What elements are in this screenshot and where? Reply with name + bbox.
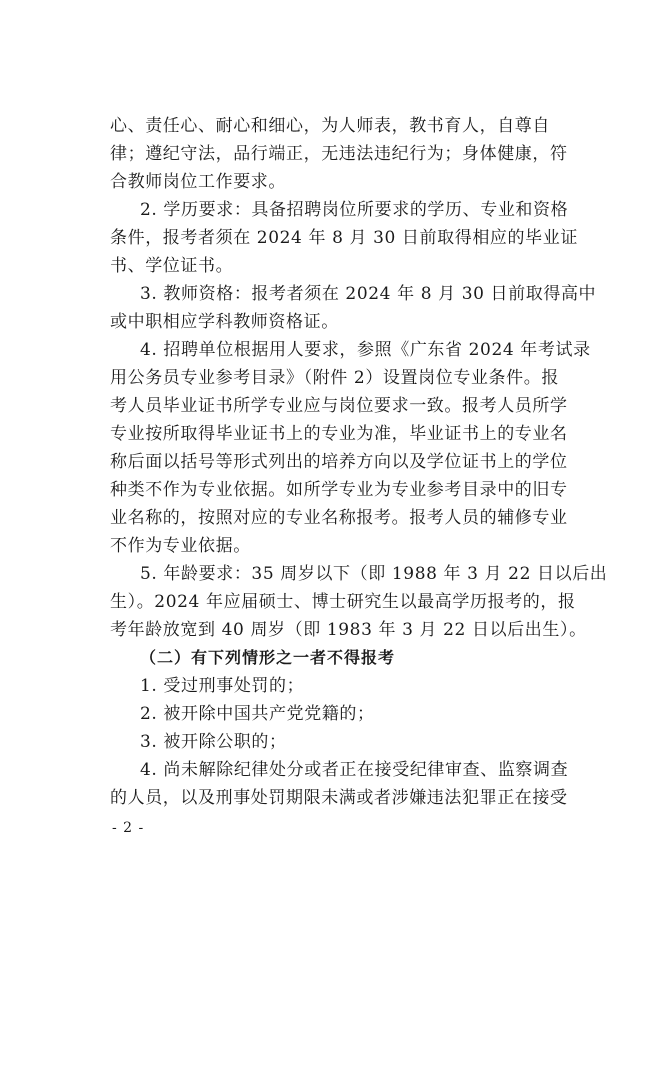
text-line: 种类不作为专业依据。如所学专业为专业参考目录中的旧专 — [110, 480, 568, 500]
item-3-line: 3. 教师资格：报考者须在 2024 年 8 月 30 日前取得高中 — [140, 284, 597, 304]
text-line: 业名称的，按照对应的专业名称报考。报考人员的辅修专业 — [110, 508, 568, 528]
list-item: 4. 尚未解除纪律处分或者正在接受纪律审查、监察调查 — [140, 760, 569, 780]
item-4-line: 4. 招聘单位根据用人要求，参照《广东省 2024 年考试录 — [140, 340, 591, 360]
text-line: 不作为专业依据。 — [110, 536, 251, 556]
text-line: 合教师岗位工作要求。 — [110, 172, 286, 192]
text-line: 考人员毕业证书所学专业应与岗位要求一致。报考人员所学 — [110, 396, 568, 416]
text-line: 称后面以括号等形式列出的培养方向以及学位证书上的学位 — [110, 452, 568, 472]
list-item: 1. 受过刑事处罚的； — [140, 676, 305, 696]
text-line: 律；遵纪守法，品行端正，无违法违纪行为；身体健康，符 — [110, 144, 568, 164]
item-2-line: 2. 学历要求：具备招聘岗位所要求的学历、专业和资格 — [140, 200, 569, 220]
text-line: 条件，报考者须在 2024 年 8 月 30 日前取得相应的毕业证 — [110, 228, 578, 248]
list-item: 2. 被开除中国共产党党籍的； — [140, 704, 375, 724]
text-line: 书、学位证书。 — [110, 256, 234, 276]
text-line: 或中职相应学科教师资格证。 — [110, 312, 339, 332]
text-line: 生）。2024 年应届硕士、博士研究生以最高学历报考的，报 — [110, 592, 576, 612]
item-5-line: 5. 年龄要求：35 周岁以下（即 1988 年 3 月 22 日以后出 — [140, 564, 608, 584]
page-number: - 2 - — [112, 820, 145, 836]
text-line: 心、责任心、耐心和细心，为人师表，教书育人，自尊自 — [110, 116, 550, 136]
list-item: 3. 被开除公职的； — [140, 732, 287, 752]
text-line: 的人员，以及刑事处罚期限未满或者涉嫌违法犯罪正在接受 — [110, 788, 568, 808]
text-line: 专业按所取得毕业证书上的专业为准，毕业证书上的专业名 — [110, 424, 568, 444]
text-line: 用公务员专业参考目录》（附件 2）设置岗位专业条件。报 — [110, 368, 559, 388]
section-heading: （二）有下列情形之一者不得报考 — [140, 648, 396, 667]
text-line: 考年龄放宽到 40 周岁（即 1983 年 3 月 22 日以后出生）。 — [110, 620, 587, 640]
